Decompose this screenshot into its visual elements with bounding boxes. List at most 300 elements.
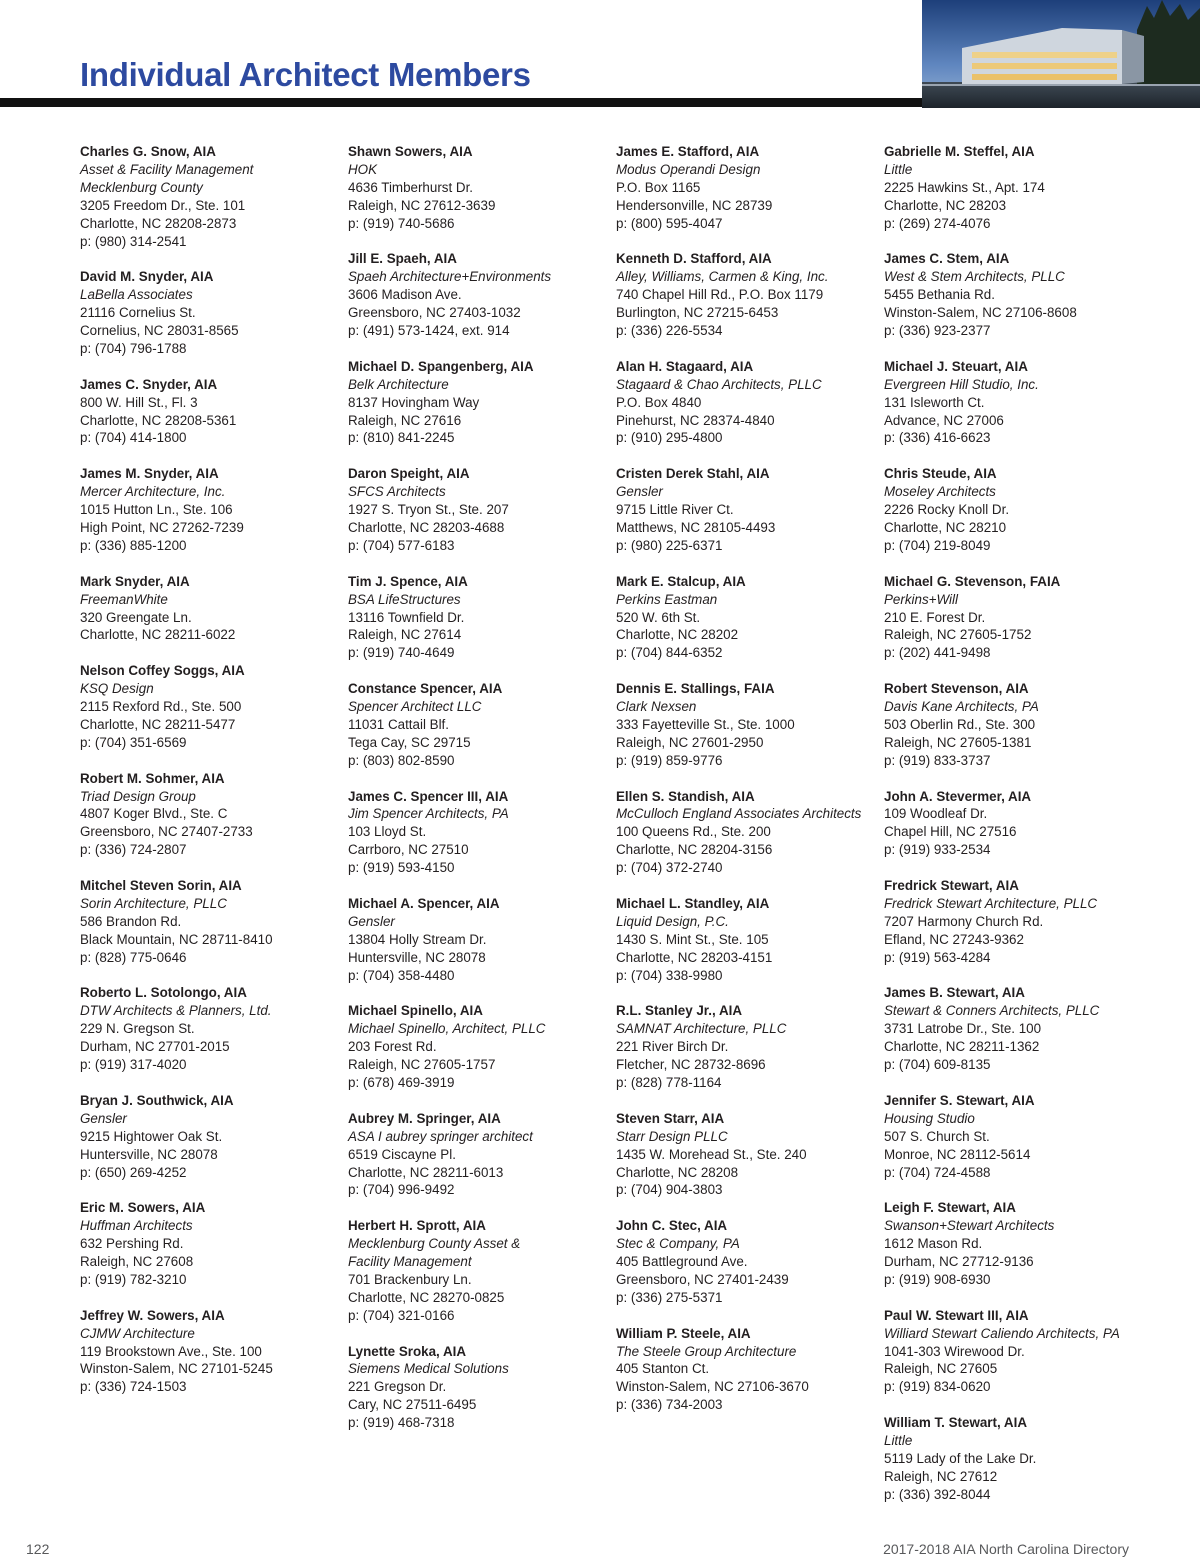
member-entry xyxy=(348,250,608,340)
member-firm: KSQ Design xyxy=(80,681,154,697)
member-phone: p: (704) 724-4588 xyxy=(884,1164,991,1180)
member-firm: HOK xyxy=(348,161,378,177)
directory-column-4 xyxy=(884,143,1144,1522)
member-phone: p: (828) 775-0646 xyxy=(80,949,187,965)
member-address: Charlotte, NC 28203-4151 xyxy=(616,949,773,965)
member-address: 103 Lloyd St. xyxy=(348,824,427,840)
member-name: Jill E. Spaeh, AIA xyxy=(348,251,457,267)
member-address: Efland, NC 27243-9362 xyxy=(884,931,1024,947)
member-firm: ASA I aubrey springer architect xyxy=(348,1128,533,1144)
member-address: 9715 Little River Ct. xyxy=(616,502,734,518)
member-entry xyxy=(348,573,608,663)
member-address: 5119 Lady of the Lake Dr. xyxy=(884,1450,1037,1466)
member-entry xyxy=(616,143,876,233)
member-phone: p: (704) 219-8049 xyxy=(884,537,991,553)
member-phone: p: (910) 295-4800 xyxy=(616,430,723,446)
member-address: 503 Oberlin Rd., Ste. 300 xyxy=(884,716,1036,732)
member-entry xyxy=(80,376,340,448)
member-address: Charlotte, NC 28208 xyxy=(616,1164,739,1180)
member-entry xyxy=(616,358,876,448)
member-entry xyxy=(80,465,340,555)
member-firm: Alley, Williams, Carmen & King, Inc. xyxy=(616,269,829,285)
member-address: Greensboro, NC 27407-2733 xyxy=(80,824,253,840)
member-phone: p: (678) 469-3919 xyxy=(348,1075,455,1090)
member-phone: p: (919) 908-6930 xyxy=(884,1271,991,1287)
member-address: Matthews, NC 28105-4493 xyxy=(616,519,776,535)
member-address: P.O. Box 1165 xyxy=(616,179,701,195)
directory-column-3 xyxy=(616,143,876,1432)
member-address: Cornelius, NC 28031-8565 xyxy=(80,323,239,339)
member-name: Robert M. Sohmer, AIA xyxy=(80,770,225,786)
member-name: William T. Stewart, AIA xyxy=(884,1415,1027,1431)
member-address: Raleigh, NC 27612-3639 xyxy=(348,197,496,213)
member-firm: Stagaard & Chao Architects, PLLC xyxy=(616,376,822,392)
member-name: James E. Stafford, AIA xyxy=(616,144,760,159)
member-name: John C. Stec, AIA xyxy=(616,1218,728,1234)
member-address: Pinehurst, NC 28374-4840 xyxy=(616,412,775,428)
member-name: Eric M. Sowers, AIA xyxy=(80,1200,206,1216)
building-photo xyxy=(922,0,1200,108)
member-name: Jennifer S. Stewart, AIA xyxy=(884,1092,1035,1108)
member-address: 221 River Birch Dr. xyxy=(616,1039,729,1055)
member-entry xyxy=(884,984,1144,1074)
member-phone: p: (269) 274-4076 xyxy=(884,215,991,231)
member-entry xyxy=(884,1092,1144,1182)
member-phone: p: (919) 317-4020 xyxy=(80,1057,187,1073)
member-phone: p: (336) 724-1503 xyxy=(80,1379,187,1395)
member-phone: p: (704) 796-1788 xyxy=(80,340,187,356)
member-entry xyxy=(348,895,608,985)
member-firm: Asset & Facility Management xyxy=(80,161,254,177)
member-address: Raleigh, NC 27612 xyxy=(884,1468,998,1484)
member-firm: Mecklenburg County Asset & xyxy=(348,1236,521,1252)
member-address: 4807 Koger Blvd., Ste. C xyxy=(80,806,228,822)
member-entry xyxy=(80,1199,340,1289)
member-firm: Williard Stewart Caliendo Architects, PA xyxy=(884,1325,1120,1341)
member-firm: Mecklenburg County xyxy=(80,179,203,195)
member-name: Bryan J. Southwick, AIA xyxy=(80,1092,234,1108)
member-firm: Jim Spencer Architects, PA xyxy=(348,806,509,822)
member-name: Lynette Sroka, AIA xyxy=(348,1343,467,1359)
member-entry xyxy=(616,1110,876,1200)
member-name: Paul W. Stewart III, AIA xyxy=(884,1307,1029,1323)
member-entry xyxy=(616,1002,876,1092)
member-address: Raleigh, NC 27614 xyxy=(348,627,462,643)
member-entry xyxy=(348,1002,608,1092)
member-address: P.O. Box 4840 xyxy=(616,394,702,410)
member-address: Huntersville, NC 28078 xyxy=(80,1146,218,1162)
member-entry xyxy=(616,1325,876,1415)
member-phone: p: (980) 225-6371 xyxy=(616,537,723,553)
member-address: Raleigh, NC 27605-1757 xyxy=(348,1057,496,1073)
member-address: 2115 Rexford Rd., Ste. 500 xyxy=(80,699,242,715)
member-address: Chapel Hill, NC 27516 xyxy=(884,824,1017,840)
member-name: Michael D. Spangenberg, AIA xyxy=(348,358,534,374)
member-entry xyxy=(348,1217,608,1324)
page-number: 122 xyxy=(26,1541,50,1557)
member-address: Charlotte, NC 28210 xyxy=(884,519,1007,535)
member-address: 320 Greengate Ln. xyxy=(80,609,192,625)
member-entry xyxy=(80,1307,340,1397)
member-phone: p: (704) 414-1800 xyxy=(80,430,187,446)
member-firm: Perkins Eastman xyxy=(616,591,718,607)
member-address: 131 Isleworth Ct. xyxy=(884,394,985,410)
member-name: Leigh F. Stewart, AIA xyxy=(884,1200,1016,1216)
member-address: 13116 Townfield Dr. xyxy=(348,609,465,625)
member-firm: FreemanWhite xyxy=(80,591,168,607)
member-name: Mitchel Steven Sorin, AIA xyxy=(80,878,242,894)
member-address: Fletcher, NC 28732-8696 xyxy=(616,1057,766,1073)
member-entry xyxy=(616,680,876,770)
member-entry xyxy=(80,143,340,250)
member-firm: Clark Nexsen xyxy=(616,699,697,715)
member-address: 210 E. Forest Dr. xyxy=(884,609,986,625)
member-address: 11031 Cattail Blf. xyxy=(348,716,449,732)
member-phone: p: (336) 226-5534 xyxy=(616,323,723,339)
member-firm: Evergreen Hill Studio, Inc. xyxy=(884,376,1039,392)
member-phone: p: (919) 563-4284 xyxy=(884,949,991,965)
member-phone: p: (491) 573-1424, ext. 914 xyxy=(348,323,510,339)
member-firm: LaBella Associates xyxy=(80,287,193,303)
directory-column-1 xyxy=(80,143,340,1414)
member-address: Raleigh, NC 27605-1752 xyxy=(884,627,1032,643)
member-firm: Mercer Architecture, Inc. xyxy=(80,484,226,500)
member-address: Greensboro, NC 27401-2439 xyxy=(616,1271,789,1287)
member-name: Mark Snyder, AIA xyxy=(80,573,190,589)
member-address: 13804 Holly Stream Dr. xyxy=(348,931,487,947)
member-name: Gabrielle M. Steffel, AIA xyxy=(884,144,1035,159)
member-name: Michael G. Stevenson, FAIA xyxy=(884,573,1061,589)
member-phone: p: (704) 996-9492 xyxy=(348,1182,455,1198)
member-entry xyxy=(884,573,1144,663)
member-phone: p: (704) 358-4480 xyxy=(348,967,455,983)
member-entry xyxy=(616,465,876,555)
member-phone: p: (919) 740-5686 xyxy=(348,215,455,231)
member-phone: p: (919) 933-2534 xyxy=(884,842,991,858)
member-name: Nelson Coffey Soggs, AIA xyxy=(80,663,245,679)
member-entry xyxy=(884,465,1144,555)
member-address: 1015 Hutton Ln., Ste. 106 xyxy=(80,502,233,518)
member-name: Charles G. Snow, AIA xyxy=(80,144,216,159)
member-entry xyxy=(348,143,608,233)
member-address: 21116 Cornelius St. xyxy=(80,305,196,321)
member-address: 586 Brandon Rd. xyxy=(80,913,182,929)
member-address: Hendersonville, NC 28739 xyxy=(616,197,773,213)
member-address: 100 Queens Rd., Ste. 200 xyxy=(616,824,771,840)
directory-column-2 xyxy=(348,143,608,1450)
member-address: Charlotte, NC 28203-4688 xyxy=(348,519,505,535)
member-address: 3606 Madison Ave. xyxy=(348,287,462,303)
member-address: 4636 Timberhurst Dr. xyxy=(348,179,474,195)
member-address: 1430 S. Mint St., Ste. 105 xyxy=(616,931,769,947)
member-address: 520 W. 6th St. xyxy=(616,609,701,625)
member-name: Chris Steude, AIA xyxy=(884,466,997,482)
member-address: Carrboro, NC 27510 xyxy=(348,842,469,858)
member-name: Dennis E. Stallings, FAIA xyxy=(616,681,775,697)
member-firm: West & Stem Architects, PLLC xyxy=(884,269,1065,285)
member-entry xyxy=(80,268,340,358)
member-entry xyxy=(616,250,876,340)
member-address: Tega Cay, SC 29715 xyxy=(348,734,471,750)
member-phone: p: (810) 841-2245 xyxy=(348,430,455,446)
member-phone: p: (704) 609-8135 xyxy=(884,1057,991,1073)
member-name: James C. Snyder, AIA xyxy=(80,376,218,392)
member-address: 203 Forest Rd. xyxy=(348,1039,437,1055)
member-phone: p: (919) 740-4649 xyxy=(348,645,455,661)
member-name: Aubrey M. Springer, AIA xyxy=(348,1110,501,1126)
member-address: 800 W. Hill St., Fl. 3 xyxy=(80,394,198,410)
member-entry xyxy=(616,1217,876,1307)
member-entry xyxy=(884,358,1144,448)
member-name: Herbert H. Sprott, AIA xyxy=(348,1218,486,1234)
member-phone: p: (919) 859-9776 xyxy=(616,752,723,768)
member-entry xyxy=(348,358,608,448)
member-firm: Moseley Architects xyxy=(884,484,996,500)
member-firm: CJMW Architecture xyxy=(80,1325,195,1341)
member-address: Huntersville, NC 28078 xyxy=(348,949,486,965)
footer-publication-title: 2017-2018 AIA North Carolina Directory xyxy=(883,1541,1129,1557)
member-firm: Gensler xyxy=(80,1110,127,1126)
member-entry xyxy=(884,1199,1144,1289)
member-firm: Stec & Company, PA xyxy=(616,1236,740,1252)
member-address: 8137 Hovingham Way xyxy=(348,394,480,410)
member-firm: Swanson+Stewart Architects xyxy=(884,1218,1055,1234)
member-firm: SFCS Architects xyxy=(348,484,446,500)
member-phone: p: (336) 392-8044 xyxy=(884,1486,991,1502)
member-firm: Triad Design Group xyxy=(80,788,196,804)
header-divider xyxy=(0,98,922,107)
member-address: 1612 Mason Rd. xyxy=(884,1236,983,1252)
member-firm: McCulloch England Associates Architects xyxy=(616,806,862,822)
member-phone: p: (919) 782-3210 xyxy=(80,1271,187,1287)
member-phone: p: (336) 885-1200 xyxy=(80,537,187,553)
member-phone: p: (828) 778-1164 xyxy=(616,1075,722,1090)
member-entry xyxy=(80,573,340,645)
member-entry xyxy=(348,465,608,555)
member-address: Greensboro, NC 27403-1032 xyxy=(348,305,521,321)
member-phone: p: (704) 904-3803 xyxy=(616,1182,723,1198)
member-address: 2226 Rocky Knoll Dr. xyxy=(884,502,1010,518)
member-name: Robert Stevenson, AIA xyxy=(884,681,1029,697)
member-address: Burlington, NC 27215-6453 xyxy=(616,305,779,321)
member-firm: Siemens Medical Solutions xyxy=(348,1361,509,1377)
member-phone: p: (704) 338-9980 xyxy=(616,967,723,983)
member-phone: p: (919) 593-4150 xyxy=(348,860,455,876)
member-firm: Sorin Architecture, PLLC xyxy=(80,895,227,911)
member-address: 7207 Harmony Church Rd. xyxy=(884,913,1044,929)
member-address: Charlotte, NC 28211-1362 xyxy=(884,1039,1040,1055)
member-firm: Liquid Design, P.C. xyxy=(616,913,729,929)
member-entry xyxy=(80,984,340,1074)
member-entry xyxy=(80,662,340,752)
member-address: Charlotte, NC 28270-0825 xyxy=(348,1289,505,1305)
member-name: Shawn Sowers, AIA xyxy=(348,144,473,159)
member-phone: p: (704) 321-0166 xyxy=(348,1307,455,1323)
member-address: Winston-Salem, NC 27106-8608 xyxy=(884,305,1077,321)
member-firm: Belk Architecture xyxy=(348,376,449,392)
member-address: Durham, NC 27712-9136 xyxy=(884,1254,1034,1270)
member-address: Winston-Salem, NC 27106-3670 xyxy=(616,1379,809,1395)
member-entry xyxy=(348,788,608,878)
member-firm: Perkins+Will xyxy=(884,591,958,607)
member-address: Charlotte, NC 28208-5361 xyxy=(80,412,237,428)
member-name: Ellen S. Standish, AIA xyxy=(616,788,755,804)
member-entry xyxy=(884,1307,1144,1397)
member-phone: p: (980) 314-2541 xyxy=(80,233,187,249)
member-address: 405 Battleground Ave. xyxy=(616,1254,748,1270)
member-name: Tim J. Spence, AIA xyxy=(348,573,468,589)
member-phone: p: (919) 834-0620 xyxy=(884,1379,991,1395)
member-firm: SAMNAT Architecture, PLLC xyxy=(616,1021,787,1037)
member-name: Michael A. Spencer, AIA xyxy=(348,895,500,911)
member-name: Mark E. Stalcup, AIA xyxy=(616,573,746,589)
member-entry xyxy=(884,143,1144,233)
member-address: 701 Brackenbury Ln. xyxy=(348,1271,472,1287)
member-entry xyxy=(884,680,1144,770)
member-address: Charlotte, NC 28203 xyxy=(884,197,1007,213)
member-name: Michael L. Standley, AIA xyxy=(616,895,770,911)
member-address: 5455 Bethania Rd. xyxy=(884,287,995,303)
member-name: Kenneth D. Stafford, AIA xyxy=(616,251,772,267)
member-address: Durham, NC 27701-2015 xyxy=(80,1039,230,1055)
member-firm: Housing Studio xyxy=(884,1110,975,1126)
member-name: Daron Speight, AIA xyxy=(348,466,470,482)
member-address: Charlotte, NC 28208-2873 xyxy=(80,215,237,231)
member-phone: p: (336) 416-6623 xyxy=(884,430,991,446)
member-address: Charlotte, NC 28211-6022 xyxy=(80,627,236,643)
member-phone: p: (919) 833-3737 xyxy=(884,752,991,768)
member-name: James M. Snyder, AIA xyxy=(80,466,219,482)
member-address: 9215 Hightower Oak St. xyxy=(80,1128,223,1144)
member-address: 2225 Hawkins St., Apt. 174 xyxy=(884,179,1045,195)
member-address: 740 Chapel Hill Rd., P.O. Box 1179 xyxy=(616,287,824,303)
member-address: 3205 Freedom Dr., Ste. 101 xyxy=(80,197,246,213)
member-firm: Stewart & Conners Architects, PLLC xyxy=(884,1003,1100,1019)
member-name: Alan H. Stagaard, AIA xyxy=(616,358,754,374)
member-address: Raleigh, NC 27605 xyxy=(884,1361,998,1377)
member-phone: p: (919) 468-7318 xyxy=(348,1415,455,1431)
member-address: 109 Woodleaf Dr. xyxy=(884,806,988,822)
member-name: James C. Stem, AIA xyxy=(884,251,1010,267)
member-entry xyxy=(616,788,876,878)
member-address: 119 Brookstown Ave., Ste. 100 xyxy=(80,1343,262,1359)
member-entry xyxy=(80,770,340,860)
member-address: 632 Pershing Rd. xyxy=(80,1236,184,1252)
member-phone: p: (202) 441-9498 xyxy=(884,645,991,661)
member-firm: Fredrick Stewart Architecture, PLLC xyxy=(884,895,1098,911)
member-entry xyxy=(616,573,876,663)
member-name: Cristen Derek Stahl, AIA xyxy=(616,466,770,482)
member-name: Roberto L. Sotolongo, AIA xyxy=(80,985,247,1001)
member-phone: p: (650) 269-4252 xyxy=(80,1164,187,1180)
member-address: Charlotte, NC 28211-6013 xyxy=(348,1164,504,1180)
member-firm: BSA LifeStructures xyxy=(348,591,461,607)
member-firm: Starr Design PLLC xyxy=(616,1128,728,1144)
member-entry xyxy=(884,788,1144,860)
member-address: Charlotte, NC 28204-3156 xyxy=(616,842,773,858)
member-firm: Facility Management xyxy=(348,1254,472,1270)
member-address: 1041-303 Wirewood Dr. xyxy=(884,1343,1025,1359)
member-firm: Little xyxy=(884,1433,913,1449)
member-firm: Gensler xyxy=(616,484,663,500)
member-phone: p: (336) 724-2807 xyxy=(80,842,187,858)
member-address: 229 N. Gregson St. xyxy=(80,1021,195,1037)
member-firm: Davis Kane Architects, PA xyxy=(884,699,1039,715)
member-name: Steven Starr, AIA xyxy=(616,1110,725,1126)
member-address: Raleigh, NC 27605-1381 xyxy=(884,734,1032,750)
member-address: 1927 S. Tryon St., Ste. 207 xyxy=(348,502,509,518)
member-name: Michael Spinello, AIA xyxy=(348,1003,483,1019)
member-entry xyxy=(884,250,1144,340)
member-address: Charlotte, NC 28211-5477 xyxy=(80,716,236,732)
member-name: Jeffrey W. Sowers, AIA xyxy=(80,1307,225,1323)
page-header xyxy=(0,0,1200,108)
member-address: 3731 Latrobe Dr., Ste. 100 xyxy=(884,1021,1042,1037)
member-entry xyxy=(348,1343,608,1433)
member-name: James B. Stewart, AIA xyxy=(884,985,1025,1001)
member-phone: p: (704) 351-6569 xyxy=(80,734,187,750)
member-firm: Gensler xyxy=(348,913,395,929)
member-address: Winston-Salem, NC 27101-5245 xyxy=(80,1361,273,1377)
member-entry xyxy=(80,1092,340,1182)
member-firm: Huffman Architects xyxy=(80,1218,193,1234)
member-address: High Point, NC 27262-7239 xyxy=(80,519,244,535)
member-address: Advance, NC 27006 xyxy=(884,412,1004,428)
member-phone: p: (336) 275-5371 xyxy=(616,1289,723,1305)
member-firm: Spaeh Architecture+Environments xyxy=(348,269,552,285)
member-name: David M. Snyder, AIA xyxy=(80,269,214,285)
member-address: 1435 W. Morehead St., Ste. 240 xyxy=(616,1146,807,1162)
member-address: Monroe, NC 28112-5614 xyxy=(884,1146,1031,1162)
member-firm: Spencer Architect LLC xyxy=(348,699,482,715)
member-name: R.L. Stanley Jr., AIA xyxy=(616,1003,743,1019)
member-phone: p: (336) 734-2003 xyxy=(616,1397,723,1413)
member-firm: Little xyxy=(884,161,913,177)
member-entry xyxy=(348,680,608,770)
member-phone: p: (704) 577-6183 xyxy=(348,537,455,553)
member-address: 6519 Ciscayne Pl. xyxy=(348,1146,456,1162)
member-address: Raleigh, NC 27616 xyxy=(348,412,462,428)
member-address: Black Mountain, NC 28711-8410 xyxy=(80,931,273,947)
member-name: James C. Spencer III, AIA xyxy=(348,788,509,804)
member-address: 507 S. Church St. xyxy=(884,1128,990,1144)
member-phone: p: (336) 923-2377 xyxy=(884,323,991,339)
member-name: Constance Spencer, AIA xyxy=(348,681,503,697)
page-title: Individual Architect Members xyxy=(80,56,531,93)
member-firm: The Steele Group Architecture xyxy=(616,1343,797,1359)
member-name: John A. Stevermer, AIA xyxy=(884,788,1032,804)
member-phone: p: (800) 595-4047 xyxy=(616,215,723,231)
member-address: 221 Gregson Dr. xyxy=(348,1379,447,1395)
member-firm: Modus Operandi Design xyxy=(616,161,761,177)
member-phone: p: (704) 844-6352 xyxy=(616,645,723,661)
member-address: Charlotte, NC 28202 xyxy=(616,627,739,643)
member-entry xyxy=(348,1110,608,1200)
member-entry xyxy=(884,1414,1144,1504)
member-name: Fredrick Stewart, AIA xyxy=(884,878,1019,894)
member-address: Cary, NC 27511-6495 xyxy=(348,1397,477,1413)
member-firm: DTW Architects & Planners, Ltd. xyxy=(80,1003,272,1019)
member-address: 333 Fayetteville St., Ste. 1000 xyxy=(616,716,795,732)
member-entry xyxy=(80,877,340,967)
member-entry xyxy=(884,877,1144,967)
member-phone: p: (704) 372-2740 xyxy=(616,860,723,876)
member-firm: Michael Spinello, Architect, PLLC xyxy=(348,1021,546,1037)
member-phone: p: (803) 802-8590 xyxy=(348,752,455,768)
member-name: William P. Steele, AIA xyxy=(616,1325,751,1341)
member-address: Raleigh, NC 27601-2950 xyxy=(616,734,764,750)
member-name: Michael J. Steuart, AIA xyxy=(884,358,1028,374)
